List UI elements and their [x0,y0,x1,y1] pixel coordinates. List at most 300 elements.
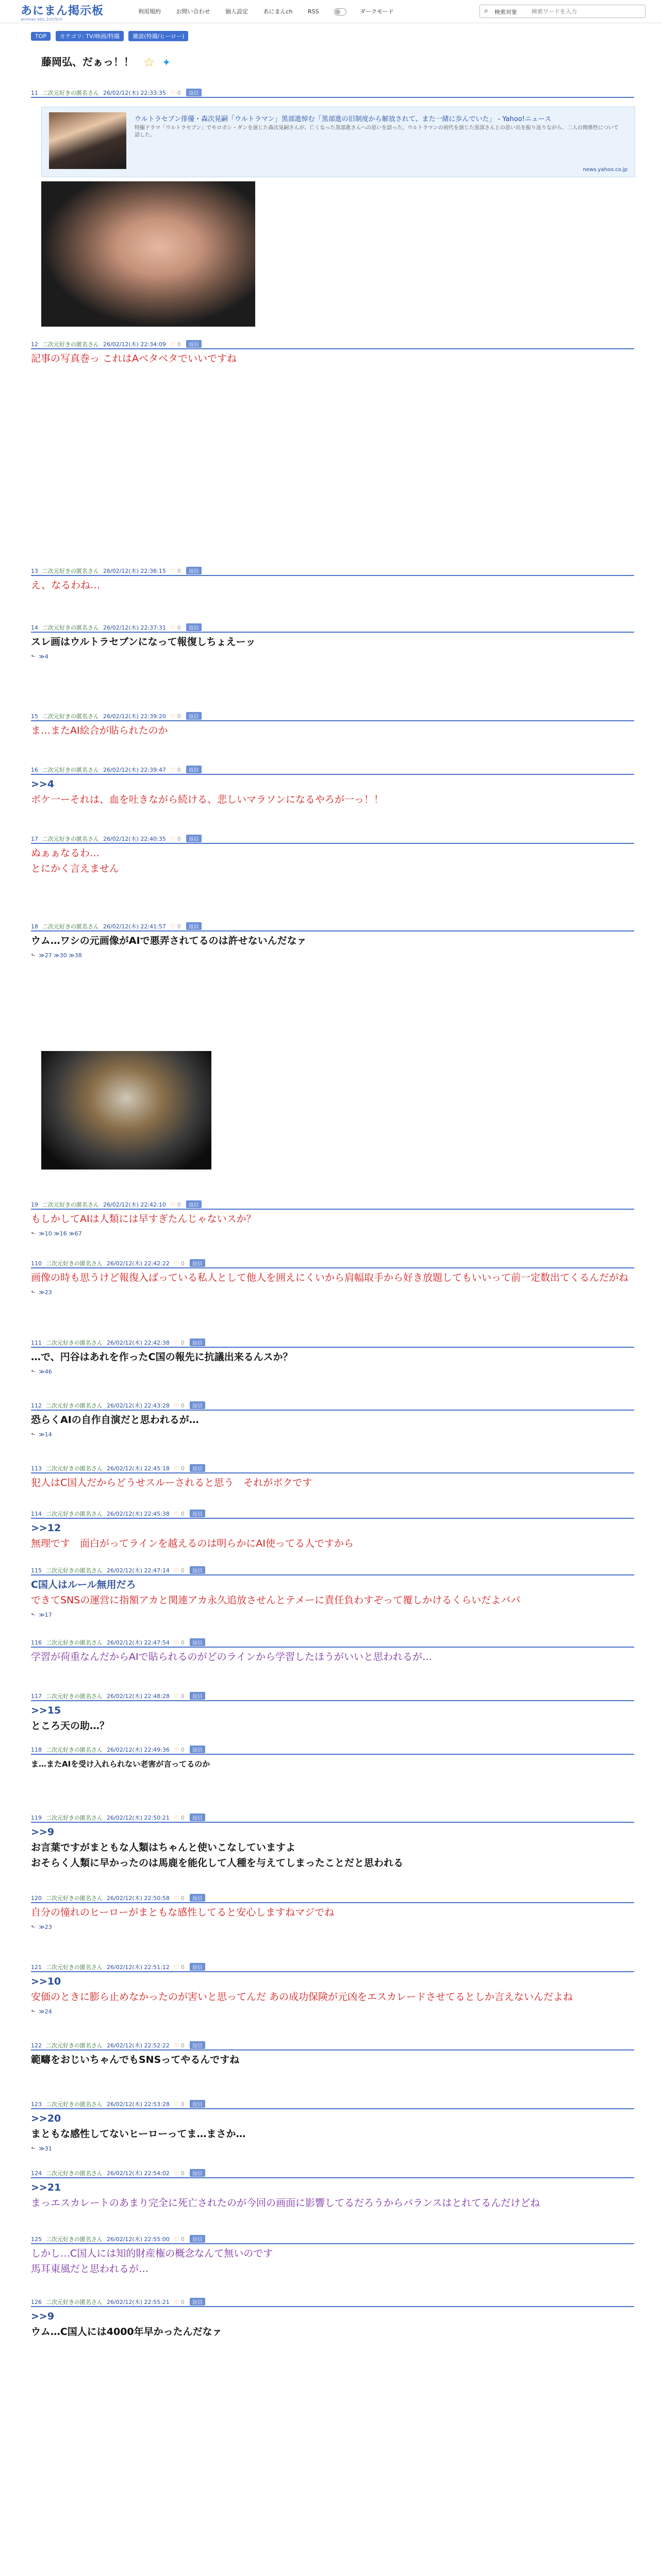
reply-button[interactable]: 返信 [190,1566,205,1574]
post-divider [31,2049,634,2050]
post [31,1894,634,1930]
post-author: 二次元好きの匿名さん [46,1260,103,1267]
post-divider [31,1267,634,1268]
post [31,1464,634,1489]
post-divider [31,1347,634,1348]
post-author: 二次元好きの匿名さん [42,90,99,96]
post-meta [31,1200,634,1208]
reply-button[interactable]: 返信 [190,1814,205,1821]
reply-anchor-link[interactable]: >>9 [31,1826,55,1838]
like-icon[interactable]: ♡ [173,2236,179,2243]
reply-button[interactable]: 返信 [186,89,202,96]
post-divider [31,2243,634,2244]
reply-button[interactable]: 返信 [190,1338,205,1346]
like-icon[interactable]: ♡ [170,624,175,631]
post-date: 26/02/12(木) 22:42:38 [107,1340,170,1346]
post-divider [31,2108,634,2109]
post-number[interactable]: 18 [31,923,38,930]
post-date: 26/02/12(木) 22:33:35 [103,90,166,96]
post-date: 26/02/12(木) 22:52:22 [107,2042,170,2049]
like-icon[interactable]: ♡ [173,1815,179,1821]
like-count: 0 [180,1693,185,1700]
post-date: 26/02/12(木) 22:47:54 [107,1639,170,1646]
post-author: 二次元好きの匿名さん [46,2101,103,2108]
post-author: 二次元好きの匿名さん [42,341,99,348]
breadcrumb-top[interactable]: TOP [31,32,51,41]
replies-icon: ⬑ [31,1612,36,1618]
like-count: 0 [180,2170,185,2177]
post-meta [31,1692,634,1699]
post [31,2235,634,2275]
reply-anchor-link[interactable]: >>4 [31,778,55,790]
post-image-photo[interactable] [41,181,255,327]
replies-icon: ⬑ [31,653,36,660]
reply-anchor-link[interactable]: >>9 [31,2311,55,2322]
like-icon[interactable]: ♡ [170,713,175,720]
like-icon[interactable]: ♡ [173,1693,179,1700]
post-meta [31,567,634,574]
post-number[interactable]: 116 [31,1639,42,1646]
like-icon[interactable]: ♡ [173,1964,179,1971]
post-text: え、なるわね… [31,580,101,591]
reply-button[interactable]: 返信 [186,922,202,930]
post-number[interactable]: 113 [31,1465,42,1472]
post-meta [31,340,634,347]
like-icon[interactable]: ♡ [173,1567,179,1574]
breadcrumb-category[interactable]: カテゴリ: TV/映画/特撮 [56,31,124,41]
like-count: 0 [180,2299,185,2306]
top-nav [138,7,421,15]
like-count: 0 [180,1402,185,1409]
site-name[interactable]: あにまん掲示板 [21,5,104,18]
post-meta [31,835,634,842]
post-divider [31,1822,634,1823]
reply-button[interactable]: 返信 [186,712,202,720]
post-author: 二次元好きの匿名さん [42,568,99,574]
post-meta [31,712,634,719]
post-date: 26/02/12(木) 22:39:20 [103,713,166,720]
post-divider [31,930,634,931]
post [31,712,634,737]
post-number[interactable]: 119 [31,1815,42,1821]
post-replies[interactable] [31,952,634,959]
post [31,1259,634,1296]
post-date: 26/02/12(木) 22:54:02 [107,2170,170,2177]
post-text: とにかく言えません [31,863,120,874]
post-text: 恐らくAIの自作自演だと思われるが… [31,1414,199,1426]
like-count: 0 [180,1895,185,1902]
post-date: 26/02/12(木) 22:36:15 [103,568,166,574]
post-number[interactable]: 124 [31,2170,42,2177]
post-number[interactable]: 17 [31,836,38,842]
replies-icon: ⬑ [31,1230,36,1237]
reply-anchor-link[interactable]: >>12 [31,1522,61,1534]
post-author: 二次元好きの匿名さん [46,1815,103,1821]
reply-button[interactable]: 返信 [186,1200,202,1208]
post-text: もしかしてAIは人類には早すぎたんじゃないスか？ [31,1213,256,1225]
post-text: 範疇をおじいちゃんでもSNSってやるんですね [31,2054,240,2065]
post-number[interactable]: 126 [31,2299,42,2306]
like-count: 0 [180,1964,185,1971]
reply-button[interactable]: 返信 [190,1692,205,1700]
post [31,1200,634,1237]
post-date: 26/02/12(木) 22:47:14 [107,1567,170,1574]
post-meta [31,2235,634,2242]
post-text: …で、円谷はあれを作ったC国の報先に抗議出来るんスか？ [31,1351,293,1363]
post-date: 26/02/12(木) 22:34:09 [103,341,166,348]
post [31,1401,634,1438]
like-count: 0 [177,836,181,842]
search-input[interactable] [531,7,641,16]
post-replies[interactable] [31,1230,634,1237]
post-text: 犯人はC国人だからどうせスルーされると思う それがボクです [31,1477,312,1488]
post-number[interactable]: 111 [31,1340,42,1346]
like-icon[interactable]: ♡ [173,1747,179,1753]
replies-icon: ⬑ [31,1924,36,1930]
post-text: ウム…ワシの元画像がAIで悪弄されてるのは許せないんだなァ [31,935,307,946]
reply-anchor-link[interactable]: >>10 [31,1976,61,1987]
like-icon[interactable]: ♡ [170,836,175,842]
nav-settings[interactable]: 個人設定 [225,8,248,15]
post-date: 26/02/12(木) 22:43:28 [107,1402,170,1409]
post-date: 26/02/12(木) 22:40:35 [103,836,166,842]
post-author: 二次元好きの匿名さん [46,1639,103,1646]
post-replies[interactable] [31,1924,634,1930]
reply-button[interactable]: 返信 [190,1464,205,1472]
post-divider [31,720,634,721]
post [31,2041,634,2066]
post-author: 二次元好きの匿名さん [42,767,99,773]
reply-anchor-link[interactable]: C国人はルール無用だろ [31,1579,136,1590]
post-text: ところ天の助…？ [31,1720,110,1732]
reply-button[interactable]: 返信 [190,1259,205,1267]
search-icon[interactable]: ⌕ [484,7,488,15]
post-author: 二次元好きの匿名さん [42,1201,99,1208]
post [31,623,634,660]
reply-button[interactable]: 返信 [186,623,202,631]
like-count: 0 [180,1465,185,1472]
post-number[interactable]: 11 [31,90,38,96]
post-date: 26/02/12(木) 22:41:57 [103,923,166,930]
post-number[interactable]: 112 [31,1402,42,1409]
post-divider [31,1971,634,1972]
post-meta [31,766,634,773]
like-count: 0 [180,2042,185,2049]
post-replies[interactable] [31,1289,634,1296]
post [31,1338,634,1375]
replies-icon: ⬑ [31,1431,36,1438]
post [31,567,634,591]
dark-mode-label: ダークモード [360,8,394,15]
post-number[interactable]: 110 [31,1260,42,1267]
post-author: 二次元好きの匿名さん [46,1895,103,1902]
like-icon[interactable]: ♡ [170,1201,175,1208]
reply-button[interactable]: 返信 [186,340,202,348]
like-icon[interactable]: ♡ [170,923,175,930]
post-number[interactable]: 15 [31,713,38,720]
reply-button[interactable]: 返信 [186,567,202,574]
reply-button[interactable]: 返信 [190,1745,205,1753]
post-text: 学習が荷重なんだからAIで貼られるのがどのラインから学習したほうがいいと思われるが… [31,1651,433,1663]
reply-button[interactable]: 返信 [190,2041,205,2049]
post-number[interactable]: 117 [31,1693,42,1700]
post-number[interactable]: 125 [31,2236,42,2243]
search-box [479,5,646,18]
post-author: 二次元好きの匿名さん [46,1402,103,1409]
post-divider [31,1754,634,1755]
post-meta [31,1259,634,1266]
post-author: 二次元好きの匿名さん [42,923,99,930]
replies-icon: ⬑ [31,2145,36,2152]
like-count: 0 [177,713,181,720]
like-icon[interactable]: ♡ [173,1340,179,1346]
post-text: おそらく人類に早かったのは馬鹿を能化して人種を与えてしまったことだと思われる [31,1857,404,1869]
replies-links[interactable]: ≫24 [39,2008,52,2015]
post-image-figure[interactable] [41,1051,211,1170]
post-date: 26/02/12(木) 22:53:28 [107,2101,170,2108]
post-author: 二次元好きの匿名さん [42,836,99,842]
post-meta [31,623,634,631]
like-icon[interactable]: ♡ [173,2101,179,2108]
reply-button[interactable]: 返信 [190,1963,205,1971]
like-icon[interactable]: ♡ [173,1465,179,1472]
reply-button[interactable]: 返信 [190,2298,205,2306]
post [31,2169,634,2209]
dark-mode-toggle[interactable] [334,8,407,15]
post-divider [31,348,634,349]
post-author: 二次元好きの匿名さん [46,1511,103,1517]
post-author: 二次元好きの匿名さん [46,1747,103,1753]
post-meta [31,922,634,929]
post-text: 無理です 面白がってラインを越えるのは明らかにAI使ってる人ですから [31,1538,354,1549]
post-divider [31,843,634,844]
post-meta [31,1338,634,1346]
reply-button[interactable]: 返信 [186,835,202,842]
post-number[interactable]: 13 [31,568,38,574]
post-divider [31,97,634,98]
post-text: ぬぁぁなるわ… [31,848,100,859]
post-meta [31,1963,634,1970]
post-text: ボケ一ーそれは、血を吐きながら続ける、悲しいマラソンになるやろが一っ！！ [31,794,384,805]
nav-animanch[interactable]: あにまんch [263,8,293,15]
post [31,835,634,875]
post-date: 26/02/12(木) 22:55:21 [107,2299,170,2306]
post-meta [31,1894,634,1901]
post-number[interactable]: 19 [31,1201,38,1208]
post-author: 二次元好きの匿名さん [46,2170,103,2177]
replies-icon: ⬑ [31,952,36,959]
post-number[interactable]: 121 [31,1964,42,1971]
post-date: 26/02/12(木) 22:55:00 [107,2236,170,2243]
post-author: 二次元好きの匿名さん [46,2236,103,2243]
like-count: 0 [180,1815,185,1821]
post-date: 26/02/12(木) 22:50:21 [107,1815,170,1821]
post [31,1963,634,2015]
post-number[interactable]: 123 [31,2101,42,2108]
post-number[interactable]: 14 [31,624,38,631]
post-date: 26/02/12(木) 22:42:10 [103,1201,166,1208]
like-count: 0 [177,624,181,631]
post [31,1638,634,1663]
breadcrumb [31,31,191,41]
reply-button[interactable]: 返信 [190,2235,205,2243]
post-text: まっエスカレートのあまり完全に死亡されたのが今回の画面に影響してるだろうからバランスはとれてるんだけどね [31,2197,540,2209]
post-date: 26/02/12(木) 22:45:18 [107,1465,170,1472]
favorite-star-icon[interactable]: ☆ [143,55,155,70]
replies-links[interactable]: ≫46 [39,1368,52,1375]
like-count: 0 [177,90,181,96]
nav-terms[interactable]: 利用規約 [138,8,161,15]
post-divider [31,1574,634,1575]
post-replies[interactable] [31,1612,634,1618]
post [31,1745,634,1770]
like-count: 0 [180,2101,185,2108]
post-number[interactable]: 114 [31,1511,42,1517]
like-count: 0 [177,341,181,348]
reply-anchor-link[interactable]: >>15 [31,1705,61,1716]
replies-links[interactable]: ≫4 [39,653,48,660]
like-count: 0 [180,2236,185,2243]
replies-links[interactable]: ≫14 [39,1431,52,1438]
post-number[interactable]: 115 [31,1567,42,1574]
post-number[interactable]: 118 [31,1747,42,1753]
post-author: 二次元好きの匿名さん [46,1693,103,1700]
post [31,1814,634,1869]
like-count: 0 [180,1260,185,1267]
post-text: 自分の憧れのヒーローがまともな感性してると安心しますねマジでね [31,1907,335,1918]
replies-links[interactable]: ≫10 ≫16 ≫67 [39,1230,82,1237]
nav-contact[interactable]: お問い合わせ [176,8,210,15]
like-count: 0 [180,1639,185,1646]
post-date: 26/02/12(木) 22:37:31 [103,624,166,631]
news-link-card[interactable] [41,107,635,177]
post-replies[interactable] [31,2008,634,2015]
post-meta [31,1566,634,1573]
post-meta [31,1401,634,1409]
post [31,1692,634,1732]
post-text: 馬耳東風だと思われるが… [31,2263,149,2275]
like-count: 0 [177,767,181,773]
post-divider [31,575,634,576]
like-icon[interactable]: ♡ [170,568,175,574]
toggle-switch-icon[interactable] [334,8,346,15]
post-text: しかし…C国人には知的財産権の概念なんて無いのです [31,2248,273,2259]
like-count: 0 [177,923,181,930]
reply-button[interactable]: 返信 [186,766,202,773]
reply-button[interactable]: 返信 [190,1894,205,1902]
replies-icon: ⬑ [31,1368,36,1375]
news-title[interactable]: ウルトラセブン俳優・森次晃嗣「ウルトラマン」黒部進悼む「黒部進の旧制度から解放されて、また一緒に歩んでいた」 - Yahoo!ニュース [135,115,552,123]
like-icon[interactable]: ♡ [173,2042,179,2049]
like-count: 0 [180,1511,185,1517]
reply-anchor-link[interactable]: >>21 [31,2182,61,2193]
reply-button[interactable]: 返信 [190,2100,205,2108]
post-meta [31,2041,634,2048]
post-date: 26/02/12(木) 22:48:28 [107,1693,170,1700]
like-icon[interactable]: ♡ [173,1895,179,1902]
thread-title: 藤岡弘、だぁっ！！ [41,56,134,68]
post-text: まともな感性してないヒーローってま…まさか… [31,2128,246,2140]
post-divider [31,1209,634,1210]
post-divider [31,774,634,775]
reply-button[interactable]: 返信 [190,1510,205,1517]
post-date: 26/02/12(木) 22:42:22 [107,1260,170,1267]
site-logo[interactable] [21,2,104,22]
post-meta [31,2100,634,2107]
post-number[interactable]: 16 [31,767,38,773]
post [31,2100,634,2152]
post [31,340,634,365]
post-replies[interactable] [31,1368,634,1375]
post-number[interactable]: 122 [31,2042,42,2049]
post-number[interactable]: 120 [31,1895,42,1902]
post-divider [31,1518,634,1519]
like-icon[interactable]: ♡ [173,2170,179,2177]
replies-links[interactable]: ≫23 [39,1924,52,1930]
breadcrumb-board[interactable]: 雑談(特撮/ヒーロー) [128,31,188,41]
post-text: 記事の写真巻っ これはAベタベタでいいですね [31,353,237,364]
twitter-share-icon[interactable]: ✦ [162,56,171,69]
top-header [0,0,662,23]
post [31,2298,634,2338]
post-divider [31,2306,634,2307]
like-icon[interactable]: ♡ [170,767,175,773]
post-author: 二次元好きの匿名さん [46,1964,103,1971]
post-date: 26/02/12(木) 22:49:36 [107,1747,170,1753]
search-scope-select[interactable]: 検索対象 [494,9,517,15]
reply-button[interactable]: 返信 [190,1638,205,1646]
nav-rss[interactable]: RSS [308,8,319,15]
post-replies[interactable] [31,2145,634,2152]
post-meta [31,1510,634,1517]
post-date: 26/02/12(木) 22:50:58 [107,1895,170,1902]
post-author: 二次元好きの匿名さん [46,2042,103,2049]
post-meta [31,2298,634,2305]
like-icon[interactable]: ♡ [173,1260,179,1267]
post-date: 26/02/12(木) 22:51:12 [107,1964,170,1971]
post-author: 二次元好きの匿名さん [42,624,99,631]
post-replies[interactable] [31,1431,634,1438]
post-meta [31,1638,634,1646]
like-icon[interactable]: ♡ [173,1639,179,1646]
post-text: お言葉ですがまともな人類はちゃんと使いこなしていますよ [31,1842,296,1853]
replies-links[interactable]: ≫17 [39,1612,52,1618]
post-author: 二次元好きの匿名さん [46,1465,103,1472]
news-thumbnail [49,112,126,169]
reply-button[interactable]: 返信 [190,1401,205,1409]
post-text: ま…またAI絵合が貼られたのか [31,725,168,736]
reply-anchor-link[interactable]: >>20 [31,2113,61,2124]
replies-icon: ⬑ [31,2008,36,2015]
like-icon[interactable]: ♡ [173,2299,179,2306]
replies-links[interactable]: ≫31 [39,2145,52,2152]
post-meta [31,1745,634,1753]
post [31,766,634,806]
replies-links[interactable]: ≫23 [39,1289,52,1296]
replies-links[interactable]: ≫27 ≫30 ≫38 [39,952,82,959]
reply-button[interactable]: 返信 [190,2169,205,2177]
replies-icon: ⬑ [31,1289,36,1296]
post-divider [31,1472,634,1473]
like-icon[interactable]: ♡ [173,1511,179,1517]
post-number[interactable]: 12 [31,341,38,348]
like-icon[interactable]: ♡ [170,341,175,348]
post-replies[interactable] [31,653,634,660]
post [31,1566,634,1618]
like-icon[interactable]: ♡ [170,90,175,96]
like-icon[interactable]: ♡ [173,1402,179,1409]
post-divider [31,1647,634,1648]
